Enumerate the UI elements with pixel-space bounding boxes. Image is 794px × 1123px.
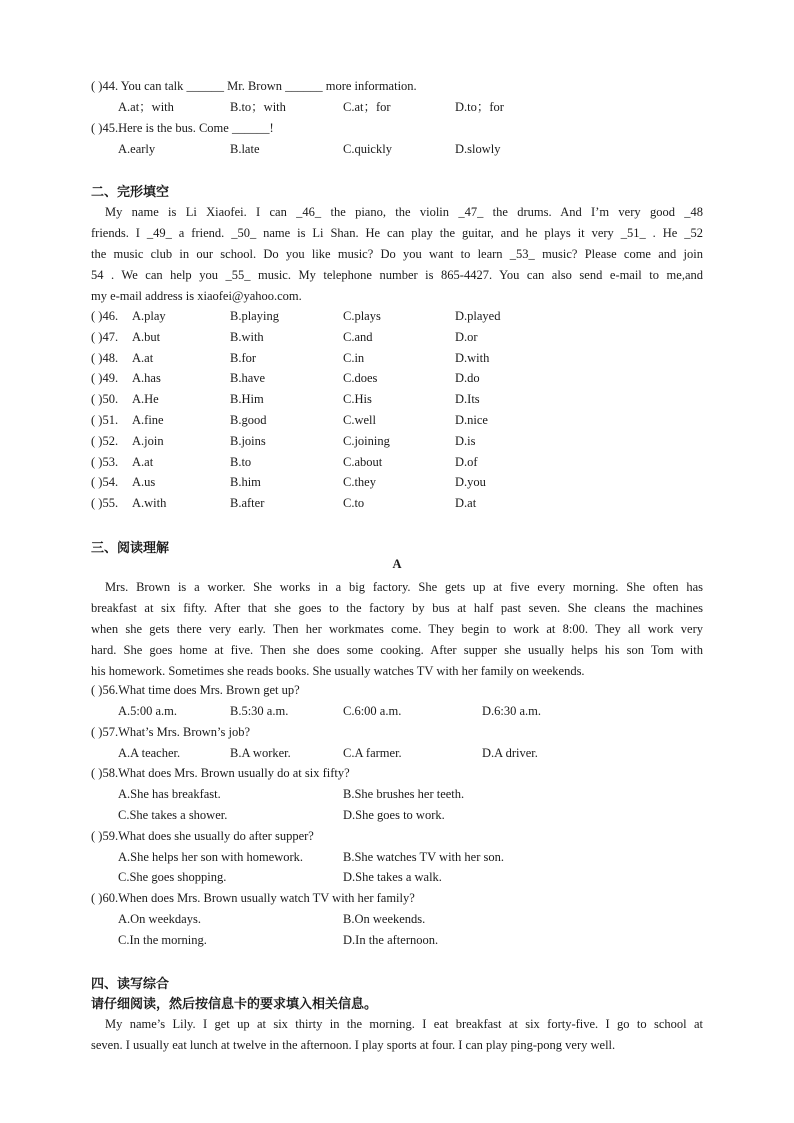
cloze-question-number: ( )46. (91, 309, 119, 323)
passage-row: 54 . We can help you _55_ music. My telephone number is 865-4427. You can also send e-mail to me,and (91, 268, 703, 282)
passage-row: when she gets there very early. Then her workmates come. They begin to work at 8:00. They all work very (91, 622, 703, 636)
cloze-option: B.for (230, 351, 257, 365)
cloze-question-number: ( )54. (91, 475, 119, 489)
cloze-option: B.have (230, 371, 266, 385)
cloze-question-number: ( )55. (91, 496, 119, 510)
cloze-question-number: ( )50. (91, 392, 119, 406)
question-44-stem: ( )44. You can talk ______ Mr. Brown ______ more information. (91, 79, 417, 93)
q57-option-d: D.A driver. (482, 746, 538, 760)
q58-option-a: A.She has breakfast. (118, 787, 221, 801)
cloze-question-number: ( )47. (91, 330, 119, 344)
passage-row: his homework. Sometimes she reads books. She usually watches TV with her family on weekends. (91, 664, 585, 678)
question-60-stem: ( )60.When does Mrs. Brown usually watch TV with her family? (91, 891, 415, 905)
section-4-instruction: 请仔细阅读，然后按信息卡的要求填入相关信息。 (91, 997, 378, 1012)
cloze-option: C.and (343, 330, 373, 344)
cloze-question-number: ( )48. (91, 351, 119, 365)
passage-row: friends. I _49_ a friend. _50_ name is Li Shan. He can play the guitar, and he plays it very _51_ . He _52 (91, 226, 703, 240)
cloze-option: C.His (343, 392, 372, 406)
cloze-option: B.Him (230, 392, 264, 406)
cloze-option: C.well (343, 413, 376, 427)
cloze-option: D.Its (455, 392, 480, 406)
cloze-option: A.us (132, 475, 156, 489)
passage-row: hard. She goes home at five. Then she does some cooking. After supper she usually helps his son Tom with (91, 643, 703, 657)
question-45-stem: ( )45.Here is the bus. Come ______! (91, 121, 274, 135)
q44-option-d: D.to；for (455, 100, 504, 114)
q58-option-c: C.She takes a shower. (118, 808, 228, 822)
q59-option-a: A.She helps her son with homework. (118, 850, 304, 864)
passage-row: My name’s Lily. I get up at six thirty in the morning. I eat breakfast at six forty-five. I go to school at (105, 1017, 703, 1031)
q45-option-b: B.late (230, 142, 260, 156)
cloze-option: A.play (132, 309, 166, 323)
q59-option-b: B.She watches TV with her son. (343, 850, 504, 864)
cloze-option: D.you (455, 475, 486, 489)
q57-option-c: C.A farmer. (343, 746, 402, 760)
q60-option-d: D.In the afternoon. (343, 933, 439, 947)
cloze-option: A.fine (132, 413, 164, 427)
cloze-option: D.or (455, 330, 478, 344)
q45-option-d: D.slowly (455, 142, 501, 156)
q44-option-b: B.to；with (230, 100, 286, 114)
cloze-option: A.join (132, 434, 164, 448)
question-57-stem: ( )57.What’s Mrs. Brown’s job? (91, 725, 251, 739)
q56-option-c: C.6:00 a.m. (343, 704, 402, 718)
cloze-option: B.playing (230, 309, 279, 323)
question-58-stem: ( )58.What does Mrs. Brown usually do at six fifty? (91, 766, 350, 780)
q57-option-b: B.A worker. (230, 746, 291, 760)
q59-option-d: D.She takes a walk. (343, 870, 442, 884)
cloze-option: B.joins (230, 434, 266, 448)
q56-option-d: D.6:30 a.m. (482, 704, 542, 718)
cloze-option: D.with (455, 351, 490, 365)
cloze-option: A.He (132, 392, 159, 406)
q56-option-b: B.5:30 a.m. (230, 704, 289, 718)
q56-option-a: A.5:00 a.m. (118, 704, 178, 718)
cloze-option: A.but (132, 330, 161, 344)
cloze-option: D.do (455, 371, 480, 385)
passage-row: breakfast at six fifty. After that she goes to the factory by bus at half past seven. She cleans the machines (91, 601, 703, 615)
section-2-title: 二、完形填空 (91, 185, 170, 200)
cloze-option: D.at (455, 496, 477, 510)
passage-row: seven. I usually eat lunch at twelve in the afternoon. I play sports at four. I can play ping-pong very well. (91, 1038, 616, 1052)
cloze-question-number: ( )52. (91, 434, 119, 448)
q59-option-c: C.She goes shopping. (118, 870, 227, 884)
passage-row: Mrs. Brown is a worker. She works in a big factory. She gets up at five every morning. She often has (105, 580, 703, 594)
cloze-option: D.nice (455, 413, 488, 427)
q44-option-c: C.at；for (343, 100, 391, 114)
cloze-question-number: ( )49. (91, 371, 119, 385)
cloze-option: B.good (230, 413, 267, 427)
q57-option-a: A.A teacher. (118, 746, 181, 760)
passage-row: the music club in our school. Do you like music? Do you want to learn _53_ music? Please come and join (91, 247, 703, 261)
q45-option-a: A.early (118, 142, 156, 156)
section-2-passage (91, 202, 703, 307)
cloze-option: B.with (230, 330, 264, 344)
q60-option-b: B.On weekends. (343, 912, 426, 926)
cloze-option: B.after (230, 496, 265, 510)
passage-a-label: A (392, 557, 402, 571)
cloze-question-number: ( )51. (91, 413, 119, 427)
cloze-option: A.has (132, 371, 161, 385)
q60-option-c: C.In the morning. (118, 933, 207, 947)
section-4-passage (91, 1014, 703, 1056)
cloze-question-number: ( )53. (91, 455, 119, 469)
q45-option-c: C.quickly (343, 142, 392, 156)
cloze-option: B.him (230, 475, 261, 489)
passage-row: My name is Li Xiaofei. I can _46_ the piano, the violin _47_ the drums. And I’m very good _48 (105, 205, 703, 219)
cloze-option: C.joining (343, 434, 390, 448)
question-56-stem: ( )56.What time does Mrs. Brown get up? (91, 683, 300, 697)
cloze-option: A.with (132, 496, 167, 510)
cloze-option: D.played (455, 309, 501, 323)
q58-option-d: D.She goes to work. (343, 808, 445, 822)
cloze-option: C.about (343, 455, 383, 469)
q58-option-b: B.She brushes her teeth. (343, 787, 465, 801)
q60-option-a: A.On weekdays. (118, 912, 201, 926)
cloze-option: C.to (343, 496, 365, 510)
section-3-passage (91, 577, 703, 682)
cloze-option: C.does (343, 371, 378, 385)
cloze-option: A.at (132, 351, 154, 365)
cloze-option: D.of (455, 455, 478, 469)
question-59-stem: ( )59.What does she usually do after supper? (91, 829, 314, 843)
section-4-title: 四、读写综合 (91, 977, 170, 992)
passage-row: my e-mail address is xiaofei@yahoo.com. (91, 289, 302, 303)
cloze-option: C.plays (343, 309, 381, 323)
cloze-option: C.they (343, 475, 376, 489)
q44-option-a: A.at；with (118, 100, 174, 114)
cloze-option: D.is (455, 434, 476, 448)
section-3-title: 三、阅读理解 (91, 541, 170, 556)
cloze-option: B.to (230, 455, 252, 469)
cloze-option: A.at (132, 455, 154, 469)
cloze-option: C.in (343, 351, 365, 365)
